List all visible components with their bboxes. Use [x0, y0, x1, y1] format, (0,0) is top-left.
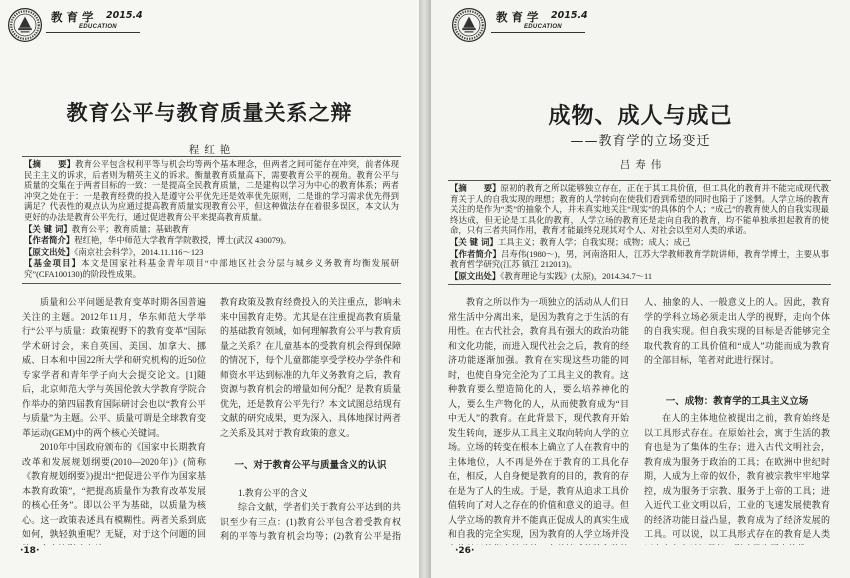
- abstract-text: 教育公平包含权利平等与机会均等两个基本理念，但两者之间可能存在冲突，前者体现民主主义的诉求，后者则为精英主义的诉求。衡量教育质量高下，需要教育公平的视角。教育公平与质量的交集在于两者目标的一致：一是提高全民教育质量，二是建构以学习为中心的教育体系；两者冲突之处在于：一是教育经费的投入是遵守公平优先还是效率优先原则，二是谁的学习需求优先得到满足？代表性的观点认为应通过提高教育质量实现教育公平，但这种做法存在着很多误区，本文认为更好的办法是教育公平先行，通过促进教育公平来提高教育质量。: [24, 160, 400, 222]
- page-number: ·26·: [455, 546, 475, 556]
- author-bio: [450, 249, 829, 271]
- body-paragraph: 综合文献，学者们关于教育公平达到的共识至少有三点：(1)教育公平包含着受教育权利的平等与教育机会均等；(2)教育公平是指: [220, 502, 401, 541]
- body-paragraph: 教育之所以作为一项独立的活动从人们日常生活中分离出来，是因为教育之于生活的有用性。在古代社会，教育具有强大的政治功能和文化功能，而进入现代社会之后，教育的经济功能逐渐加强。教育在实现这些功能的同时，也使自身完全沦为了工具主义的教育。这种教育要么塑造简化的人，要么培养神化的人，要么生产物化的人，从而使教育成为“目中无人”的教育。在此背景下，现代教育开始发生转向，逐步从工具主义取向转向人学的立场。立场的转变在根本上确立了人在教育中的主体地位，人不再是外在于教育的工具化存在，相反，人自身便是教育的目的，教育的存在是为了人的生成。于是，教育从追求工具价值转向了对人之存在的价值和意义的追寻。但人学立场的教育并不能真正促成人的真实生成和自我的完全实现，因为教育的人学立场并没: [448, 297, 629, 539]
- journal-emblem-icon: [7, 7, 43, 43]
- source-label: 【原文出处】: [24, 246, 75, 257]
- journal-emblem-icon: [451, 7, 487, 43]
- author-bio-text: 程红艳，华中师范大学教育学院教授，博士(武汉 430079)。: [74, 236, 292, 246]
- article-title: 教育公平与教育质量关系之辩: [66, 101, 353, 125]
- keywords: [450, 237, 829, 249]
- journal-english-name: EDUCATION: [524, 24, 562, 30]
- source: [24, 247, 399, 259]
- keywords-label: 【关 键 词】: [24, 223, 72, 234]
- funding-label: 【基金项目】: [24, 258, 82, 269]
- abstract-label: 【摘 要】: [24, 159, 76, 169]
- body-paragraph-continued: 人、抽象的人、一般意义上的人。因此，教育学的学科立场必须走出人学的视野，走向个体的自我实现。但自我实现的目标是否能够完全取代教育的工具价值和“成人”功能而成为教育的全部目标，笔者对此进行探讨。: [644, 297, 830, 365]
- issue-number: 2015.4: [106, 10, 143, 21]
- page-number: ·18·: [20, 546, 40, 556]
- abstract-label: 【摘 要】: [450, 183, 501, 193]
- article-subtitle: ——教育学的立场变迁: [570, 134, 711, 149]
- funding-text: 本文是国家社科基金青年项目“中部地区社会分层与城乡义务教育均衡发展研究”(CFA100130)的阶段性成果。: [24, 259, 400, 279]
- page-gutter: [419, 0, 431, 578]
- issue-number: 2015.4: [551, 10, 588, 21]
- right-page: [431, 0, 850, 578]
- article-author: 程红艳: [188, 144, 236, 156]
- abstract-text: 原初的教育之所以能够独立存在，正在于其工具价值，但工具化的教育并不能完成现代教育关于人的自我实现的理想；教育的人学转向在使我们看到希望的同时也陷于了迷惘。人学立场的教育关注的是作为“类”的抽象个人，并未真实地关注“现实”的具体的个人；“成己”的教育使人的自我实现最终达成，但无论是工具化的教育，人学立场的教育还是走向自我的教育，均不能单独承担起教育的使命，只有三者共同作用，教育才能最终兑现其对个人、对社会以至对人类的承诺。: [450, 184, 830, 236]
- header-rule: [491, 32, 585, 33]
- author-bio-text: 吕寿伟(1980～)，男，河南洛阳人，江苏大学教师教育学院讲师，教育学博士，主要从事教育哲学研究(江苏 镇江 212013)。: [450, 249, 829, 270]
- abstract-box: [448, 180, 831, 285]
- source-text: 《教育理论与实践》(太原)，2014.34.7～11: [500, 271, 653, 281]
- journal-english-name: EDUCATION: [79, 24, 117, 30]
- article-title: 成物、成人与成己: [548, 104, 733, 129]
- body-paragraph-continued: 教育政策及教育经费投入的关注重点，影响未来中国教育走势。尤其是在注重提高教育质量的基础教育领域，如何理解教育公平与教育质量之关系？在儿童基本的受教育机会得到保障的情况下，每个儿童都能享受学校办学条件和师资水平达到标准的九年义务教育之后，教育资源与教育机会的增量如何分配？是教育质量优先，还是教育公平先行？本文试图总结现有文献的研究成果，更为深入、具体地探讨两者之关系及其对于教育政策的意义。: [220, 297, 401, 438]
- author-bio-label: 【作者简介】: [450, 248, 501, 259]
- body-column-2: [220, 295, 401, 545]
- body-column-2: [644, 295, 830, 545]
- subsection-heading: 1.教育公平的含义: [238, 487, 308, 498]
- article-author: 吕寿伟: [619, 159, 667, 171]
- keywords-label: 【关 键 词】: [450, 236, 498, 247]
- keywords: [24, 224, 399, 236]
- abstract-box: [22, 156, 401, 284]
- body-column-1: [22, 295, 206, 545]
- keywords-text: 工具主义；教育人学；自我实现；成物；成人；成己: [497, 237, 691, 247]
- body-paragraph: 2010年中国政府颁布的《国家中长期教育改革和发展规划纲要(2010—2020年)》(简称《教育规划纲要》)提出“把促进公平作为国家基本教育政策”，“把提高质量作为教育改革发展的核心任务”。即以公平为基础，以质量为核心。这一政策表述具有模糊性。两者关系到底如何，孰轻孰重呢？无疑，对于这个问题的回: [22, 442, 206, 539]
- body-column-1: [448, 295, 629, 545]
- abstract: [24, 159, 399, 224]
- source-label: 【原文出处】: [450, 270, 501, 281]
- header-rule: [46, 32, 140, 33]
- journal-name: 教育学: [51, 10, 98, 24]
- keywords-text: 教育公平；教育质量；基础教育: [71, 224, 189, 234]
- section-heading: 一、对于教育公平与质量含义的认识: [234, 460, 387, 471]
- source: [450, 271, 829, 283]
- abstract: [450, 183, 829, 237]
- body-paragraph: 质量和公平问题是教育变革时期各国普遍关注的主题。2012年11月，华东师范大学举行“公平与质量：政策视野下的教育变革”国际学术研讨会，来自英国、美国、加拿大、挪威、日本和中国22所大学和研究机构的近50位专家学者和青年学子向大会提交论文。[1]随后，北京师范大学与英国伦敦大学教育学院合作举办的第四届教育国际研讨会也以“教育公平与质量”为主题。公平、质量可谓是全球教育变革运动(GEM)中的两个核心关键词。: [22, 297, 206, 438]
- section-heading: 一、成物：教育学的工具主义立场: [665, 395, 809, 407]
- author-bio-label: 【作者简介】: [24, 235, 75, 246]
- funding: [24, 258, 399, 280]
- author-bio: [24, 235, 399, 247]
- journal-name: 教育学: [496, 10, 543, 24]
- left-page: [0, 0, 419, 578]
- source-text: 《南京社会科学》，2014.11.116～123: [74, 247, 204, 257]
- body-paragraph: 在人的主体地位被提出之前，教育始终是以工具形式存在。在原始社会，寓于生活的教育也是为了集体的生存；进入古代文明社会，教育成为服务于政治的工具；在欧洲中世纪时期，人成为上帝的奴仆，教育被宗教牢牢地掌控，成为服务于宗教、服务于上帝的工具；进入近代工业文明以后，工业的飞速发展使教育的经济功能日益凸显，教育成为了经济发展的工具。可以说，以工具形式存在的教育是人类: [644, 413, 830, 539]
